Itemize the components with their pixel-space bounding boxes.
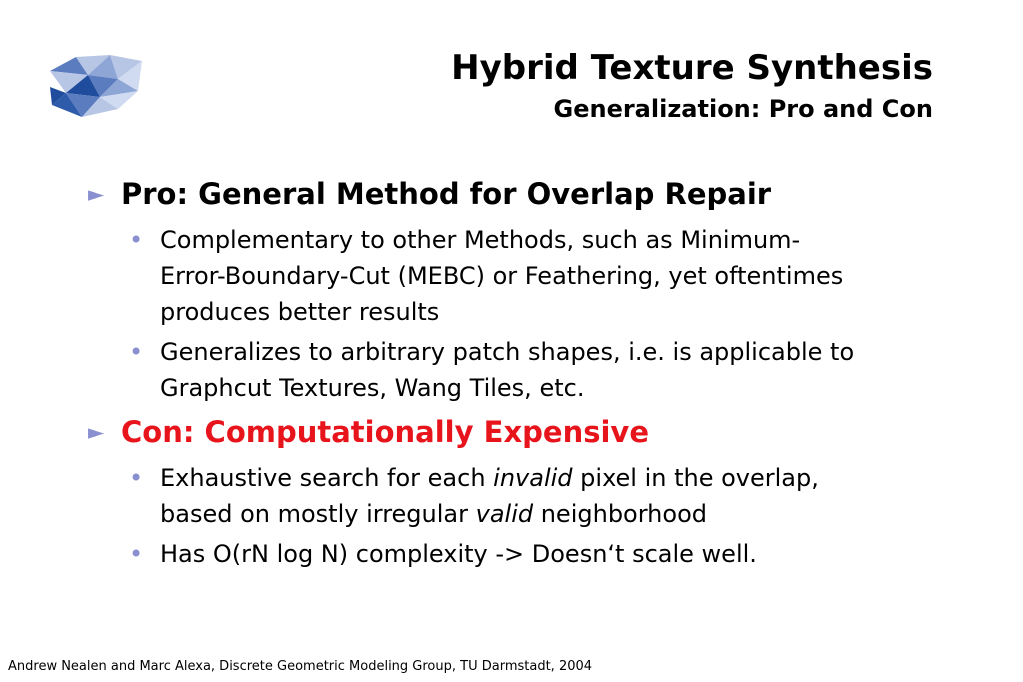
con-point-complexity	[86, 536, 946, 572]
slide-subtitle: Generalization: Pro and Con	[553, 95, 933, 123]
con-heading: Con: Computationally Expensive	[121, 415, 649, 449]
con-point-1-line-2	[160, 496, 946, 532]
slide-body	[86, 176, 946, 576]
con-point-2-line-1: Has O(rN log N) complexity -> Doesn‘t scale well.	[160, 540, 757, 568]
con-point-1-text-a: Exhaustive search for each	[160, 464, 494, 492]
triangle-bullet-icon: ►	[88, 420, 105, 444]
con-point-1-line-1	[160, 460, 946, 496]
pro-heading: Pro: General Method for Overlap Repair	[121, 177, 772, 211]
pro-point-generalizes	[86, 334, 946, 406]
triangle-mesh-logo-icon	[48, 53, 144, 119]
con-point-1-text-b: pixel in the overlap,	[572, 464, 819, 492]
bullet-dot-icon: •	[129, 338, 144, 366]
con-heading-item	[86, 414, 946, 450]
con-point-1-emphasis-valid: valid	[475, 500, 534, 528]
pro-point-2-line-2: Graphcut Textures, Wang Tiles, etc.	[160, 374, 585, 402]
con-point-1-emphasis-invalid: invalid	[493, 464, 573, 492]
pro-point-1-line-3: produces better results	[160, 298, 440, 326]
pro-point-1-line-1: Complementary to other Methods, such as Minimum-	[160, 226, 801, 254]
pro-point-1-line-2: Error-Boundary-Cut (MEBC) or Feathering, yet oftentimes	[160, 262, 844, 290]
con-point-1-text-c: based on mostly irregular	[160, 500, 476, 528]
bullet-dot-icon: •	[129, 226, 144, 254]
bullet-dot-icon: •	[129, 540, 144, 568]
con-point-exhaustive-search	[86, 460, 946, 532]
pro-point-2-line-1: Generalizes to arbitrary patch shapes, i.e. is applicable to	[160, 338, 855, 366]
con-point-1-text-d: neighborhood	[533, 500, 707, 528]
pro-point-complementary	[86, 222, 946, 330]
pro-heading-item	[86, 176, 946, 212]
slide-footer: Andrew Nealen and Marc Alexa, Discrete Geometric Modeling Group, TU Darmstadt, 2004	[8, 659, 593, 674]
bullet-dot-icon: •	[129, 464, 144, 492]
slide-title: Hybrid Texture Synthesis	[451, 48, 933, 88]
triangle-bullet-icon: ►	[88, 182, 105, 206]
